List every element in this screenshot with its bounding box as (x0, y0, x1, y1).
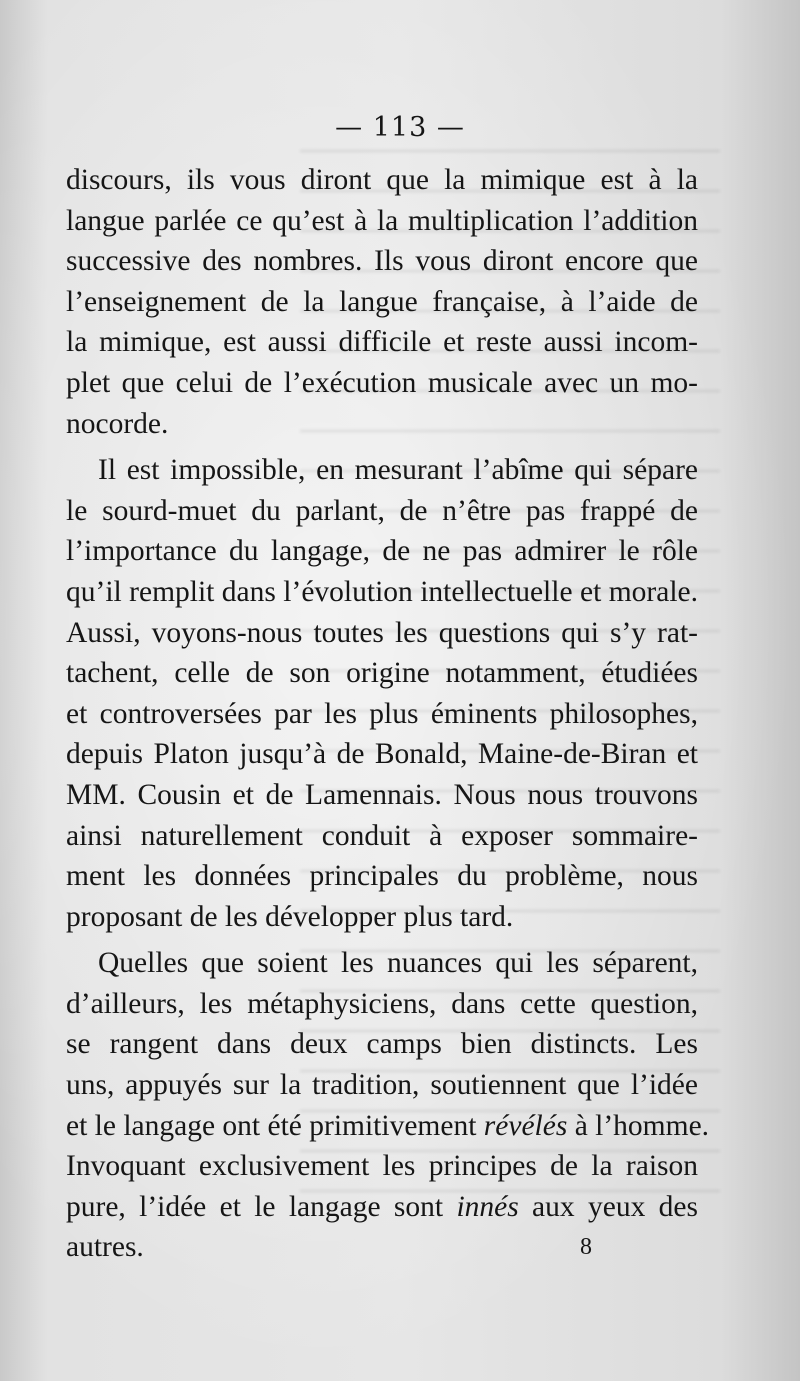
body-text (66, 160, 710, 1268)
text-line: Quelles que soient les nuances qui les séparent, (98, 947, 698, 980)
text-line: Invoquant exclusivement les principes de la raison (66, 1150, 698, 1183)
text-line: la mimique, est aussi difficile et reste aussi incom- (66, 326, 698, 359)
signature-mark: 8 (580, 1234, 592, 1260)
text-line: depuis Platon jusqu’à de Bonald, Maine-de-Biran et (66, 738, 698, 771)
text-line: nocorde. (66, 407, 169, 440)
text-line: l’enseignement de la langue française, à l’aide de (66, 285, 698, 318)
text-line: plet que celui de l’exécution musicale avec un mo- (66, 366, 698, 399)
text-line: langue parlée ce qu’est à la multiplication l’addition (66, 204, 698, 237)
page-number-header: — 113 — (335, 112, 465, 143)
text-line: uns, appuyés sur la tradition, soutiennent que l’idée (66, 1069, 698, 1102)
text-segment: à l’homme. (567, 1109, 710, 1142)
paragraph-3 (66, 943, 710, 1268)
text-line-with-emphasis (66, 1187, 698, 1228)
text-line: Aussi, voyons-nous toutes les questions qui s’y rat- (66, 616, 698, 649)
text-line: tachent, celle de son origine notamment, étudiées (66, 657, 698, 690)
text-segment: aux yeux des (518, 1190, 698, 1223)
text-segment: pure, l’idée et le langage sont (66, 1190, 457, 1223)
paragraph-2 (66, 450, 698, 937)
text-line: se rangent dans deux camps bien distincts. Les (66, 1028, 698, 1061)
text-line: MM. Cousin et de Lamennais. Nous nous trouvons (66, 778, 698, 811)
text-line: le sourd-muet du parlant, de n’être pas frappé de (66, 494, 698, 527)
text-line: qu’il remplit dans l’évolution intellectuelle et morale. (66, 575, 698, 608)
emphasis-text: révélés (483, 1109, 568, 1142)
text-line: autres. (66, 1231, 144, 1264)
text-line: discours, ils vous diront que la mimique est à la (66, 164, 698, 196)
text-line: d’ailleurs, les métaphysiciens, dans cette question, (66, 987, 698, 1020)
emphasis-text: innés (456, 1190, 519, 1223)
text-line-with-emphasis (66, 1106, 710, 1147)
text-line: et controversées par les plus éminents philosophes, (66, 697, 698, 730)
text-line: Il est impossible, en mesurant l’abîme qui sépare (98, 454, 698, 487)
text-line: l’importance du langage, de ne pas admirer le rôle (66, 535, 698, 568)
text-line: proposant de les développer plus tard. (66, 900, 514, 933)
paragraph-1 (66, 160, 698, 444)
text-line: successive des nombres. Ils vous diront encore que (66, 245, 698, 278)
text-line: ment les données principales du problème, nous (66, 860, 698, 893)
text-segment: et le langage ont été primitivement (66, 1109, 484, 1142)
text-line: ainsi naturellement conduit à exposer sommaire- (66, 819, 698, 852)
